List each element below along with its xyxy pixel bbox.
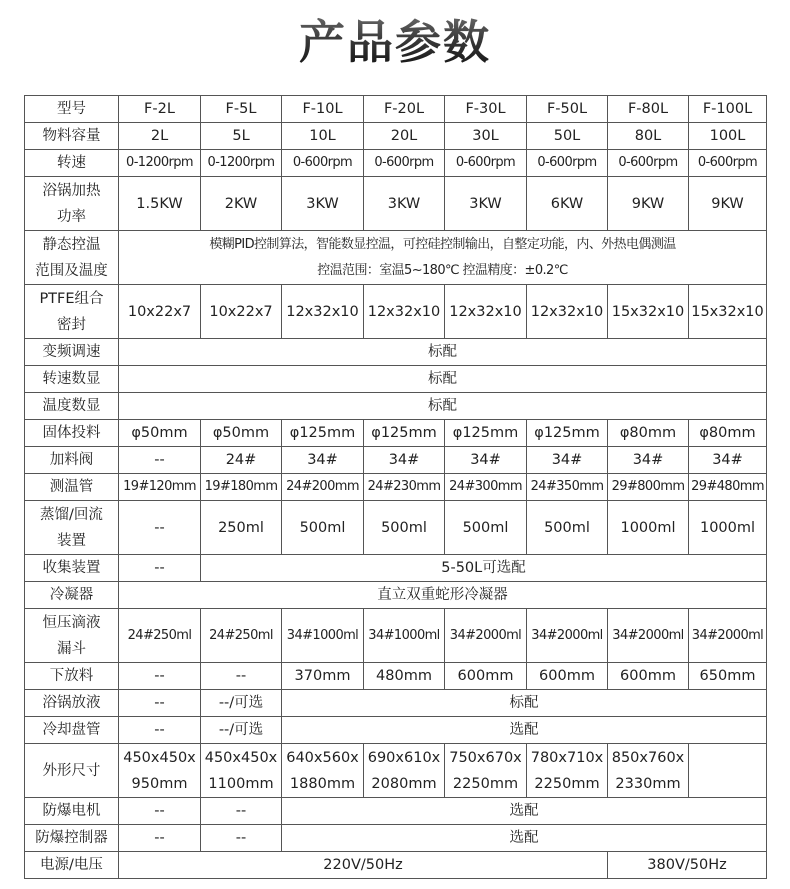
row-label: 浴锅放液 <box>25 690 119 717</box>
power-high: 380V/50Hz <box>608 852 767 879</box>
row-label: 冷凝器 <box>25 582 119 609</box>
value-cell: 19#180mm <box>201 474 282 501</box>
value-cell: 选配 <box>282 798 767 825</box>
value-cell <box>119 744 201 798</box>
table-row <box>25 501 767 555</box>
value-cell: 标配 <box>119 366 767 393</box>
value-cell: -- <box>119 798 201 825</box>
row-label: 冷却盘管 <box>25 717 119 744</box>
model-header: F-20L <box>364 96 445 123</box>
value-cell: 12x32x10 <box>282 285 364 339</box>
row-label-line-2: 功率 <box>57 208 86 225</box>
table-row <box>25 231 767 285</box>
table-row <box>25 123 767 150</box>
value-cell-line-2: 1880mm <box>289 775 356 792</box>
value-cell: 标配 <box>119 393 767 420</box>
value-cell: φ80mm <box>608 420 689 447</box>
value-cell <box>364 744 445 798</box>
table-header-row <box>25 96 767 123</box>
value-cell: 标配 <box>119 339 767 366</box>
value-cell: 10x22x7 <box>119 285 201 339</box>
value-cell-line-1: 780x710x <box>530 749 604 766</box>
value-cell: 370mm <box>282 663 364 690</box>
row-label <box>25 501 119 555</box>
table-row <box>25 150 767 177</box>
value-cell-line-1: 850x760x <box>611 749 685 766</box>
value-cell: 6KW <box>527 177 608 231</box>
value-cell <box>689 744 767 798</box>
row-label: 电源/电压 <box>25 852 119 879</box>
value-cell-line-1: 750x670x <box>449 749 522 766</box>
value-cell: 34#2000ml <box>689 609 767 663</box>
row-label-line-1: 浴锅加热 <box>42 182 101 199</box>
value-cell: 19#120mm <box>119 474 201 501</box>
row-label <box>25 177 119 231</box>
value-cell-line-2: 2080mm <box>371 775 437 792</box>
row-label: 下放料 <box>25 663 119 690</box>
value-cell: 29#800mm <box>608 474 689 501</box>
value-cell: 5-50L可选配 <box>201 555 767 582</box>
value-cell: -- <box>201 798 282 825</box>
value-cell: -- <box>119 717 201 744</box>
value-cell <box>445 744 527 798</box>
value-cell: 1.5KW <box>119 177 201 231</box>
value-cell: 选配 <box>282 825 767 852</box>
value-cell <box>527 744 608 798</box>
row-label: 转速数显 <box>25 366 119 393</box>
value-cell: 500ml <box>527 501 608 555</box>
temp-control-desc <box>119 231 767 285</box>
table-row <box>25 744 767 798</box>
value-cell-line-1: 450x450x <box>123 749 196 766</box>
value-cell: 500ml <box>364 501 445 555</box>
value-cell-line-1: 450x450x <box>204 749 278 766</box>
value-cell: 0-600rpm <box>689 150 767 177</box>
value-cell: 选配 <box>282 717 767 744</box>
value-cell <box>282 744 364 798</box>
row-label-line-1: 静态控温 <box>42 236 101 253</box>
power-low: 220V/50Hz <box>119 852 608 879</box>
value-cell: 2KW <box>201 177 282 231</box>
row-label: 转速 <box>25 150 119 177</box>
row-label: 物料容量 <box>25 123 119 150</box>
value-cell: -- <box>119 690 201 717</box>
row-label: 防爆电机 <box>25 798 119 825</box>
value-cell: 80L <box>608 123 689 150</box>
row-label: 外形尺寸 <box>25 744 119 798</box>
value-cell: 650mm <box>689 663 767 690</box>
row-label: 固体投料 <box>25 420 119 447</box>
table-row <box>25 393 767 420</box>
row-label <box>25 285 119 339</box>
value-cell: -- <box>201 825 282 852</box>
value-cell: 9KW <box>608 177 689 231</box>
value-cell: 34# <box>364 447 445 474</box>
value-cell: 24#250ml <box>119 609 201 663</box>
value-cell: φ125mm <box>364 420 445 447</box>
value-cell: φ125mm <box>282 420 364 447</box>
table-row <box>25 825 767 852</box>
model-header: F-100L <box>689 96 767 123</box>
table-row <box>25 420 767 447</box>
table-row <box>25 366 767 393</box>
value-cell: 10x22x7 <box>201 285 282 339</box>
value-cell: 10L <box>282 123 364 150</box>
table-row <box>25 690 767 717</box>
value-cell: 34#2000ml <box>608 609 689 663</box>
value-cell: 0-600rpm <box>445 150 527 177</box>
value-cell: --/可选 <box>201 690 282 717</box>
value-cell: 12x32x10 <box>527 285 608 339</box>
value-cell: 24#350mm <box>527 474 608 501</box>
value-cell: 0-600rpm <box>527 150 608 177</box>
table-row <box>25 285 767 339</box>
value-cell <box>608 744 689 798</box>
value-cell: 3KW <box>445 177 527 231</box>
table-row <box>25 339 767 366</box>
value-cell: 2L <box>119 123 201 150</box>
table-row <box>25 798 767 825</box>
value-cell: 34#2000ml <box>445 609 527 663</box>
page-title: 产品参数 <box>0 14 790 70</box>
value-cell: -- <box>201 663 282 690</box>
row-label-line-2: 装置 <box>57 532 86 549</box>
value-cell: 34#1000ml <box>282 609 364 663</box>
value-cell-line-2: 2330mm <box>615 775 681 792</box>
value-cell: φ80mm <box>689 420 767 447</box>
row-label <box>25 231 119 285</box>
value-cell-line-2: 2250mm <box>534 775 600 792</box>
model-header: F-5L <box>201 96 282 123</box>
row-label-line-2: 漏斗 <box>57 640 86 657</box>
model-header: F-50L <box>527 96 608 123</box>
row-label <box>25 609 119 663</box>
value-cell: 480mm <box>364 663 445 690</box>
value-cell: 24# <box>201 447 282 474</box>
value-cell: 34# <box>282 447 364 474</box>
value-cell: -- <box>119 555 201 582</box>
row-label-line-1: 恒压滴液 <box>42 614 101 631</box>
table-row <box>25 177 767 231</box>
table-row <box>25 717 767 744</box>
value-cell: 0-1200rpm <box>119 150 201 177</box>
value-cell: 0-600rpm <box>608 150 689 177</box>
value-cell-line-2: 950mm <box>131 775 188 792</box>
row-label: 测温管 <box>25 474 119 501</box>
value-cell: 9KW <box>689 177 767 231</box>
value-cell: 15x32x10 <box>608 285 689 339</box>
value-cell: 500ml <box>445 501 527 555</box>
value-cell-line-2: 1100mm <box>208 775 274 792</box>
value-cell: φ125mm <box>527 420 608 447</box>
value-cell: 24#250ml <box>201 609 282 663</box>
value-cell: 34# <box>527 447 608 474</box>
value-cell: 600mm <box>445 663 527 690</box>
value-cell-line-1: 640x560x <box>286 749 359 766</box>
value-cell: 12x32x10 <box>364 285 445 339</box>
value-cell: 34# <box>608 447 689 474</box>
value-cell: 34# <box>689 447 767 474</box>
value-cell-line-2: 2250mm <box>452 775 519 792</box>
row-label-line-2: 密封 <box>57 316 86 333</box>
value-cell: 29#480mm <box>689 474 767 501</box>
table-row <box>25 582 767 609</box>
value-cell: 100L <box>689 123 767 150</box>
value-cell: 15x32x10 <box>689 285 767 339</box>
value-cell: 250ml <box>201 501 282 555</box>
value-cell: 3KW <box>282 177 364 231</box>
value-cell: 600mm <box>608 663 689 690</box>
value-cell: 30L <box>445 123 527 150</box>
row-label: 温度数显 <box>25 393 119 420</box>
value-cell: 5L <box>201 123 282 150</box>
value-cell: 600mm <box>527 663 608 690</box>
value-cell <box>201 744 282 798</box>
value-cell: 34#1000ml <box>364 609 445 663</box>
table-row <box>25 852 767 879</box>
value-cell: 1000ml <box>608 501 689 555</box>
value-cell: 34#2000ml <box>527 609 608 663</box>
value-cell: 直立双重蛇形冷凝器 <box>119 582 767 609</box>
value-cell: 3KW <box>364 177 445 231</box>
value-cell: 50L <box>527 123 608 150</box>
value-cell: 1000ml <box>689 501 767 555</box>
row-label: 型号 <box>25 96 119 123</box>
temp-control-desc-line-2: 控温范围：室温5~180℃ 控温精度：±0.2℃ <box>317 262 568 278</box>
value-cell: 12x32x10 <box>445 285 527 339</box>
value-cell: 20L <box>364 123 445 150</box>
model-header: F-30L <box>445 96 527 123</box>
value-cell: --/可选 <box>201 717 282 744</box>
value-cell: 500ml <box>282 501 364 555</box>
spec-table <box>24 95 767 879</box>
model-header: F-2L <box>119 96 201 123</box>
value-cell: -- <box>119 501 201 555</box>
table-row <box>25 663 767 690</box>
value-cell: 34# <box>445 447 527 474</box>
table-row <box>25 609 767 663</box>
table-row <box>25 447 767 474</box>
row-label-line-1: 蒸馏/回流 <box>40 506 103 523</box>
value-cell-line-1: 690x610x <box>367 749 441 766</box>
value-cell: 0-600rpm <box>364 150 445 177</box>
value-cell: -- <box>119 447 201 474</box>
value-cell: -- <box>119 663 201 690</box>
row-label-line-1: PTFE组合 <box>39 290 104 307</box>
table-row <box>25 474 767 501</box>
model-header: F-10L <box>282 96 364 123</box>
temp-control-desc-line-1: 模糊PID控制算法，智能数显控温，可控硅控制输出，自整定功能，内、外热电偶测温 <box>209 236 676 252</box>
table-row <box>25 555 767 582</box>
row-label: 防爆控制器 <box>25 825 119 852</box>
value-cell: φ125mm <box>445 420 527 447</box>
value-cell: 24#300mm <box>445 474 527 501</box>
value-cell: 0-600rpm <box>282 150 364 177</box>
value-cell: 24#230mm <box>364 474 445 501</box>
value-cell: -- <box>119 825 201 852</box>
value-cell: φ50mm <box>201 420 282 447</box>
row-label: 加料阀 <box>25 447 119 474</box>
model-header: F-80L <box>608 96 689 123</box>
value-cell: φ50mm <box>119 420 201 447</box>
value-cell: 标配 <box>282 690 767 717</box>
value-cell: 0-1200rpm <box>201 150 282 177</box>
value-cell: 24#200mm <box>282 474 364 501</box>
row-label: 变频调速 <box>25 339 119 366</box>
row-label-line-2: 范围及温度 <box>35 262 108 279</box>
row-label: 收集装置 <box>25 555 119 582</box>
